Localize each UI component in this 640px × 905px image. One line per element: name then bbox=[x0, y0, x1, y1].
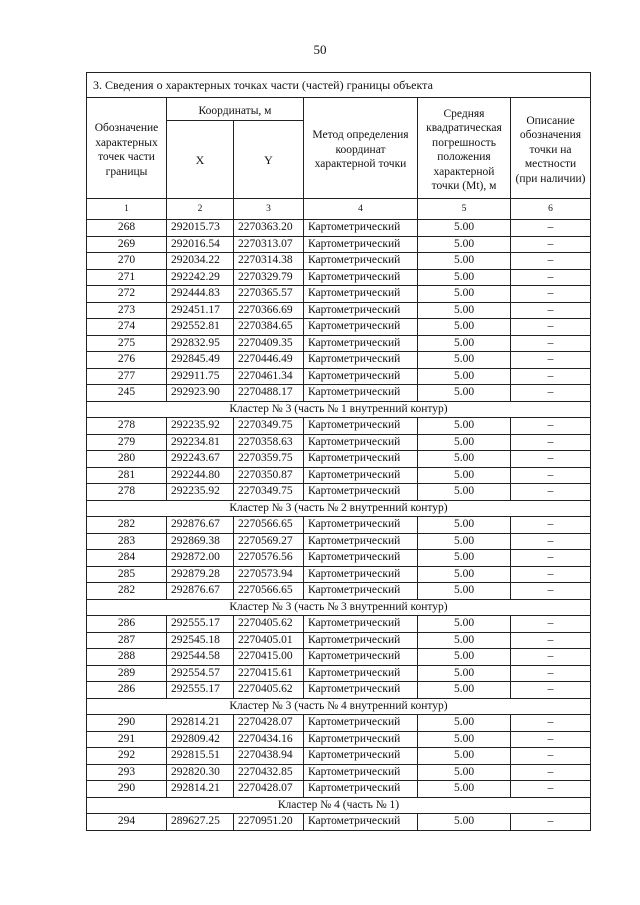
x-coordinate-cell: 292820.30 bbox=[167, 764, 234, 781]
x-coordinate-cell: 292911.75 bbox=[167, 368, 234, 385]
error-cell: 5.00 bbox=[418, 335, 511, 352]
method-cell: Картометрический bbox=[304, 517, 418, 534]
y-coordinate-cell: 2270573.94 bbox=[234, 566, 304, 583]
table-row bbox=[87, 682, 591, 699]
error-cell: 5.00 bbox=[418, 467, 511, 484]
y-coordinate-cell: 2270434.16 bbox=[234, 731, 304, 748]
table-row bbox=[87, 467, 591, 484]
method-cell: Картометрический bbox=[304, 616, 418, 633]
header-point: Обозначение характерных точек части границы bbox=[87, 98, 167, 199]
point-number-cell: 272 bbox=[87, 286, 167, 303]
x-coordinate-cell: 292015.73 bbox=[167, 220, 234, 237]
method-cell: Картометрический bbox=[304, 418, 418, 435]
section-row bbox=[87, 401, 591, 418]
description-cell: – bbox=[511, 269, 591, 286]
method-cell: Картометрический bbox=[304, 451, 418, 468]
y-coordinate-cell: 2270432.85 bbox=[234, 764, 304, 781]
y-coordinate-cell: 2270569.27 bbox=[234, 533, 304, 550]
table-caption: 3. Сведения о характерных точках части (частей) границы объекта bbox=[87, 73, 591, 98]
method-cell: Картометрический bbox=[304, 550, 418, 567]
error-cell: 5.00 bbox=[418, 715, 511, 732]
error-cell: 5.00 bbox=[418, 319, 511, 336]
error-cell: 5.00 bbox=[418, 682, 511, 699]
error-cell: 5.00 bbox=[418, 269, 511, 286]
error-cell: 5.00 bbox=[418, 731, 511, 748]
table-row bbox=[87, 220, 591, 237]
error-cell: 5.00 bbox=[418, 368, 511, 385]
point-number-cell: 293 bbox=[87, 764, 167, 781]
method-cell: Картометрический bbox=[304, 467, 418, 484]
table-row bbox=[87, 253, 591, 270]
y-coordinate-cell: 2270313.07 bbox=[234, 236, 304, 253]
description-cell: – bbox=[511, 550, 591, 567]
table-row bbox=[87, 583, 591, 600]
error-cell: 5.00 bbox=[418, 566, 511, 583]
description-cell: – bbox=[511, 665, 591, 682]
method-cell: Картометрический bbox=[304, 583, 418, 600]
description-cell: – bbox=[511, 583, 591, 600]
method-cell: Картометрический bbox=[304, 220, 418, 237]
error-cell: 5.00 bbox=[418, 616, 511, 633]
point-number-cell: 291 bbox=[87, 731, 167, 748]
y-coordinate-cell: 2270366.69 bbox=[234, 302, 304, 319]
description-cell: – bbox=[511, 385, 591, 402]
boundary-points-table bbox=[86, 72, 591, 831]
y-coordinate-cell: 2270438.94 bbox=[234, 748, 304, 765]
x-coordinate-cell: 292235.92 bbox=[167, 484, 234, 501]
method-cell: Картометрический bbox=[304, 352, 418, 369]
error-cell: 5.00 bbox=[418, 302, 511, 319]
table-row bbox=[87, 566, 591, 583]
table-row bbox=[87, 632, 591, 649]
section-row bbox=[87, 599, 591, 616]
method-cell: Картометрический bbox=[304, 335, 418, 352]
point-number-cell: 268 bbox=[87, 220, 167, 237]
x-coordinate-cell: 292244.80 bbox=[167, 467, 234, 484]
error-cell: 5.00 bbox=[418, 814, 511, 831]
x-coordinate-cell: 292242.29 bbox=[167, 269, 234, 286]
x-coordinate-cell: 292552.81 bbox=[167, 319, 234, 336]
section-row bbox=[87, 797, 591, 814]
table-row bbox=[87, 269, 591, 286]
method-cell: Картометрический bbox=[304, 269, 418, 286]
point-number-cell: 269 bbox=[87, 236, 167, 253]
x-coordinate-cell: 292814.21 bbox=[167, 781, 234, 798]
y-coordinate-cell: 2270428.07 bbox=[234, 781, 304, 798]
method-cell: Картометрический bbox=[304, 731, 418, 748]
x-coordinate-cell: 292872.00 bbox=[167, 550, 234, 567]
description-cell: – bbox=[511, 814, 591, 831]
description-cell: – bbox=[511, 748, 591, 765]
method-cell: Картометрический bbox=[304, 649, 418, 666]
x-coordinate-cell: 292876.67 bbox=[167, 517, 234, 534]
y-coordinate-cell: 2270405.01 bbox=[234, 632, 304, 649]
error-cell: 5.00 bbox=[418, 352, 511, 369]
error-cell: 5.00 bbox=[418, 418, 511, 435]
y-coordinate-cell: 2270566.65 bbox=[234, 517, 304, 534]
x-coordinate-cell: 292235.92 bbox=[167, 418, 234, 435]
error-cell: 5.00 bbox=[418, 517, 511, 534]
y-coordinate-cell: 2270446.49 bbox=[234, 352, 304, 369]
x-coordinate-cell: 292554.57 bbox=[167, 665, 234, 682]
y-coordinate-cell: 2270349.75 bbox=[234, 484, 304, 501]
header-coordinates: Координаты, м bbox=[167, 98, 304, 121]
description-cell: – bbox=[511, 418, 591, 435]
table-row bbox=[87, 335, 591, 352]
table-row bbox=[87, 731, 591, 748]
error-cell: 5.00 bbox=[418, 781, 511, 798]
description-cell: – bbox=[511, 649, 591, 666]
description-cell: – bbox=[511, 566, 591, 583]
x-coordinate-cell: 289627.25 bbox=[167, 814, 234, 831]
table-row bbox=[87, 352, 591, 369]
method-cell: Картометрический bbox=[304, 302, 418, 319]
method-cell: Картометрический bbox=[304, 632, 418, 649]
description-cell: – bbox=[511, 517, 591, 534]
x-coordinate-cell: 292451.17 bbox=[167, 302, 234, 319]
y-coordinate-cell: 2270365.57 bbox=[234, 286, 304, 303]
method-cell: Картометрический bbox=[304, 236, 418, 253]
error-cell: 5.00 bbox=[418, 434, 511, 451]
error-cell: 5.00 bbox=[418, 385, 511, 402]
description-cell: – bbox=[511, 335, 591, 352]
point-number-cell: 286 bbox=[87, 682, 167, 699]
x-coordinate-cell: 292545.18 bbox=[167, 632, 234, 649]
point-number-cell: 285 bbox=[87, 566, 167, 583]
column-number: 3 bbox=[234, 199, 304, 220]
point-number-cell: 274 bbox=[87, 319, 167, 336]
error-cell: 5.00 bbox=[418, 632, 511, 649]
description-cell: – bbox=[511, 220, 591, 237]
table-row bbox=[87, 616, 591, 633]
x-coordinate-cell: 292832.95 bbox=[167, 335, 234, 352]
page-number: 50 bbox=[313, 42, 327, 57]
method-cell: Картометрический bbox=[304, 715, 418, 732]
description-cell: – bbox=[511, 484, 591, 501]
description-cell: – bbox=[511, 715, 591, 732]
error-cell: 5.00 bbox=[418, 451, 511, 468]
x-coordinate-cell: 292814.21 bbox=[167, 715, 234, 732]
y-coordinate-cell: 2270951.20 bbox=[234, 814, 304, 831]
method-cell: Картометрический bbox=[304, 385, 418, 402]
header-y: Y bbox=[234, 121, 304, 199]
x-coordinate-cell: 292444.83 bbox=[167, 286, 234, 303]
method-cell: Картометрический bbox=[304, 748, 418, 765]
error-cell: 5.00 bbox=[418, 748, 511, 765]
point-number-cell: 288 bbox=[87, 649, 167, 666]
table-body bbox=[87, 220, 591, 831]
point-number-cell: 294 bbox=[87, 814, 167, 831]
method-cell: Картометрический bbox=[304, 665, 418, 682]
method-cell: Картометрический bbox=[304, 253, 418, 270]
table-row bbox=[87, 517, 591, 534]
point-number-cell: 277 bbox=[87, 368, 167, 385]
point-number-cell: 282 bbox=[87, 583, 167, 600]
y-coordinate-cell: 2270349.75 bbox=[234, 418, 304, 435]
section-title: Кластер № 3 (часть № 1 внутренний контур) bbox=[87, 401, 591, 418]
table-row bbox=[87, 286, 591, 303]
table-row bbox=[87, 319, 591, 336]
y-coordinate-cell: 2270461.34 bbox=[234, 368, 304, 385]
description-cell: – bbox=[511, 764, 591, 781]
section-title: Кластер № 3 (часть № 3 внутренний контур) bbox=[87, 599, 591, 616]
error-cell: 5.00 bbox=[418, 253, 511, 270]
point-number-cell: 280 bbox=[87, 451, 167, 468]
description-cell: – bbox=[511, 319, 591, 336]
method-cell: Картометрический bbox=[304, 319, 418, 336]
method-cell: Картометрический bbox=[304, 484, 418, 501]
point-number-cell: 283 bbox=[87, 533, 167, 550]
column-number: 2 bbox=[167, 199, 234, 220]
point-number-cell: 278 bbox=[87, 418, 167, 435]
method-cell: Картометрический bbox=[304, 434, 418, 451]
method-cell: Картометрический bbox=[304, 286, 418, 303]
table-row bbox=[87, 649, 591, 666]
y-coordinate-cell: 2270405.62 bbox=[234, 682, 304, 699]
y-coordinate-cell: 2270405.62 bbox=[234, 616, 304, 633]
y-coordinate-cell: 2270350.87 bbox=[234, 467, 304, 484]
description-cell: – bbox=[511, 616, 591, 633]
table-row bbox=[87, 385, 591, 402]
error-cell: 5.00 bbox=[418, 484, 511, 501]
x-coordinate-cell: 292876.67 bbox=[167, 583, 234, 600]
description-cell: – bbox=[511, 286, 591, 303]
error-cell: 5.00 bbox=[418, 550, 511, 567]
table-row bbox=[87, 665, 591, 682]
y-coordinate-cell: 2270415.61 bbox=[234, 665, 304, 682]
y-coordinate-cell: 2270363.20 bbox=[234, 220, 304, 237]
header-method: Метод определения координат характерной точки bbox=[304, 98, 418, 199]
description-cell: – bbox=[511, 368, 591, 385]
y-coordinate-cell: 2270576.56 bbox=[234, 550, 304, 567]
description-cell: – bbox=[511, 434, 591, 451]
point-number-cell: 286 bbox=[87, 616, 167, 633]
x-coordinate-cell: 292555.17 bbox=[167, 682, 234, 699]
header-description: Описание обозначения точки на местности (при наличии) bbox=[511, 98, 591, 199]
x-coordinate-cell: 292243.67 bbox=[167, 451, 234, 468]
error-cell: 5.00 bbox=[418, 236, 511, 253]
y-coordinate-cell: 2270488.17 bbox=[234, 385, 304, 402]
point-number-cell: 289 bbox=[87, 665, 167, 682]
point-number-cell: 270 bbox=[87, 253, 167, 270]
y-coordinate-cell: 2270384.65 bbox=[234, 319, 304, 336]
x-coordinate-cell: 292923.90 bbox=[167, 385, 234, 402]
method-cell: Картометрический bbox=[304, 814, 418, 831]
table-row bbox=[87, 533, 591, 550]
table-row bbox=[87, 814, 591, 831]
point-number-cell: 281 bbox=[87, 467, 167, 484]
point-number-cell: 273 bbox=[87, 302, 167, 319]
table-row bbox=[87, 781, 591, 798]
point-number-cell: 275 bbox=[87, 335, 167, 352]
error-cell: 5.00 bbox=[418, 665, 511, 682]
y-coordinate-cell: 2270358.63 bbox=[234, 434, 304, 451]
x-coordinate-cell: 292815.51 bbox=[167, 748, 234, 765]
x-coordinate-cell: 292034.22 bbox=[167, 253, 234, 270]
column-number: 1 bbox=[87, 199, 167, 220]
description-cell: – bbox=[511, 302, 591, 319]
point-number-cell: 279 bbox=[87, 434, 167, 451]
method-cell: Картометрический bbox=[304, 566, 418, 583]
table-row bbox=[87, 764, 591, 781]
description-cell: – bbox=[511, 632, 591, 649]
x-coordinate-cell: 292879.28 bbox=[167, 566, 234, 583]
table-row bbox=[87, 550, 591, 567]
table-row bbox=[87, 484, 591, 501]
description-cell: – bbox=[511, 253, 591, 270]
table-row bbox=[87, 236, 591, 253]
x-coordinate-cell: 292544.58 bbox=[167, 649, 234, 666]
description-cell: – bbox=[511, 533, 591, 550]
table-row bbox=[87, 418, 591, 435]
column-number: 5 bbox=[418, 199, 511, 220]
x-coordinate-cell: 292845.49 bbox=[167, 352, 234, 369]
table-row bbox=[87, 748, 591, 765]
x-coordinate-cell: 292869.38 bbox=[167, 533, 234, 550]
error-cell: 5.00 bbox=[418, 533, 511, 550]
error-cell: 5.00 bbox=[418, 220, 511, 237]
error-cell: 5.00 bbox=[418, 286, 511, 303]
x-coordinate-cell: 292555.17 bbox=[167, 616, 234, 633]
column-number: 4 bbox=[304, 199, 418, 220]
method-cell: Картометрический bbox=[304, 764, 418, 781]
point-number-cell: 271 bbox=[87, 269, 167, 286]
description-cell: – bbox=[511, 731, 591, 748]
table-row bbox=[87, 451, 591, 468]
method-cell: Картометрический bbox=[304, 781, 418, 798]
point-number-cell: 287 bbox=[87, 632, 167, 649]
header-error: Средняя квадратическая погрешность положения характерной точки (Mt), м bbox=[418, 98, 511, 199]
error-cell: 5.00 bbox=[418, 764, 511, 781]
y-coordinate-cell: 2270314.38 bbox=[234, 253, 304, 270]
section-title: Кластер № 4 (часть № 1) bbox=[87, 797, 591, 814]
y-coordinate-cell: 2270329.79 bbox=[234, 269, 304, 286]
error-cell: 5.00 bbox=[418, 583, 511, 600]
y-coordinate-cell: 2270415.00 bbox=[234, 649, 304, 666]
description-cell: – bbox=[511, 451, 591, 468]
section-title: Кластер № 3 (часть № 4 внутренний контур) bbox=[87, 698, 591, 715]
section-row bbox=[87, 698, 591, 715]
point-number-cell: 292 bbox=[87, 748, 167, 765]
table-row bbox=[87, 302, 591, 319]
table-row bbox=[87, 715, 591, 732]
header-x: X bbox=[167, 121, 234, 199]
point-number-cell: 282 bbox=[87, 517, 167, 534]
point-number-cell: 278 bbox=[87, 484, 167, 501]
table-row bbox=[87, 434, 591, 451]
method-cell: Картометрический bbox=[304, 682, 418, 699]
point-number-cell: 284 bbox=[87, 550, 167, 567]
y-coordinate-cell: 2270428.07 bbox=[234, 715, 304, 732]
column-number: 6 bbox=[511, 199, 591, 220]
description-cell: – bbox=[511, 352, 591, 369]
description-cell: – bbox=[511, 781, 591, 798]
point-number-cell: 276 bbox=[87, 352, 167, 369]
description-cell: – bbox=[511, 467, 591, 484]
method-cell: Картометрический bbox=[304, 533, 418, 550]
description-cell: – bbox=[511, 236, 591, 253]
point-number-cell: 290 bbox=[87, 715, 167, 732]
point-number-cell: 290 bbox=[87, 781, 167, 798]
y-coordinate-cell: 2270359.75 bbox=[234, 451, 304, 468]
table-row bbox=[87, 368, 591, 385]
description-cell: – bbox=[511, 682, 591, 699]
error-cell: 5.00 bbox=[418, 649, 511, 666]
y-coordinate-cell: 2270566.65 bbox=[234, 583, 304, 600]
x-coordinate-cell: 292809.42 bbox=[167, 731, 234, 748]
method-cell: Картометрический bbox=[304, 368, 418, 385]
x-coordinate-cell: 292016.54 bbox=[167, 236, 234, 253]
x-coordinate-cell: 292234.81 bbox=[167, 434, 234, 451]
point-number-cell: 245 bbox=[87, 385, 167, 402]
y-coordinate-cell: 2270409.35 bbox=[234, 335, 304, 352]
section-row bbox=[87, 500, 591, 517]
section-title: Кластер № 3 (часть № 2 внутренний контур) bbox=[87, 500, 591, 517]
